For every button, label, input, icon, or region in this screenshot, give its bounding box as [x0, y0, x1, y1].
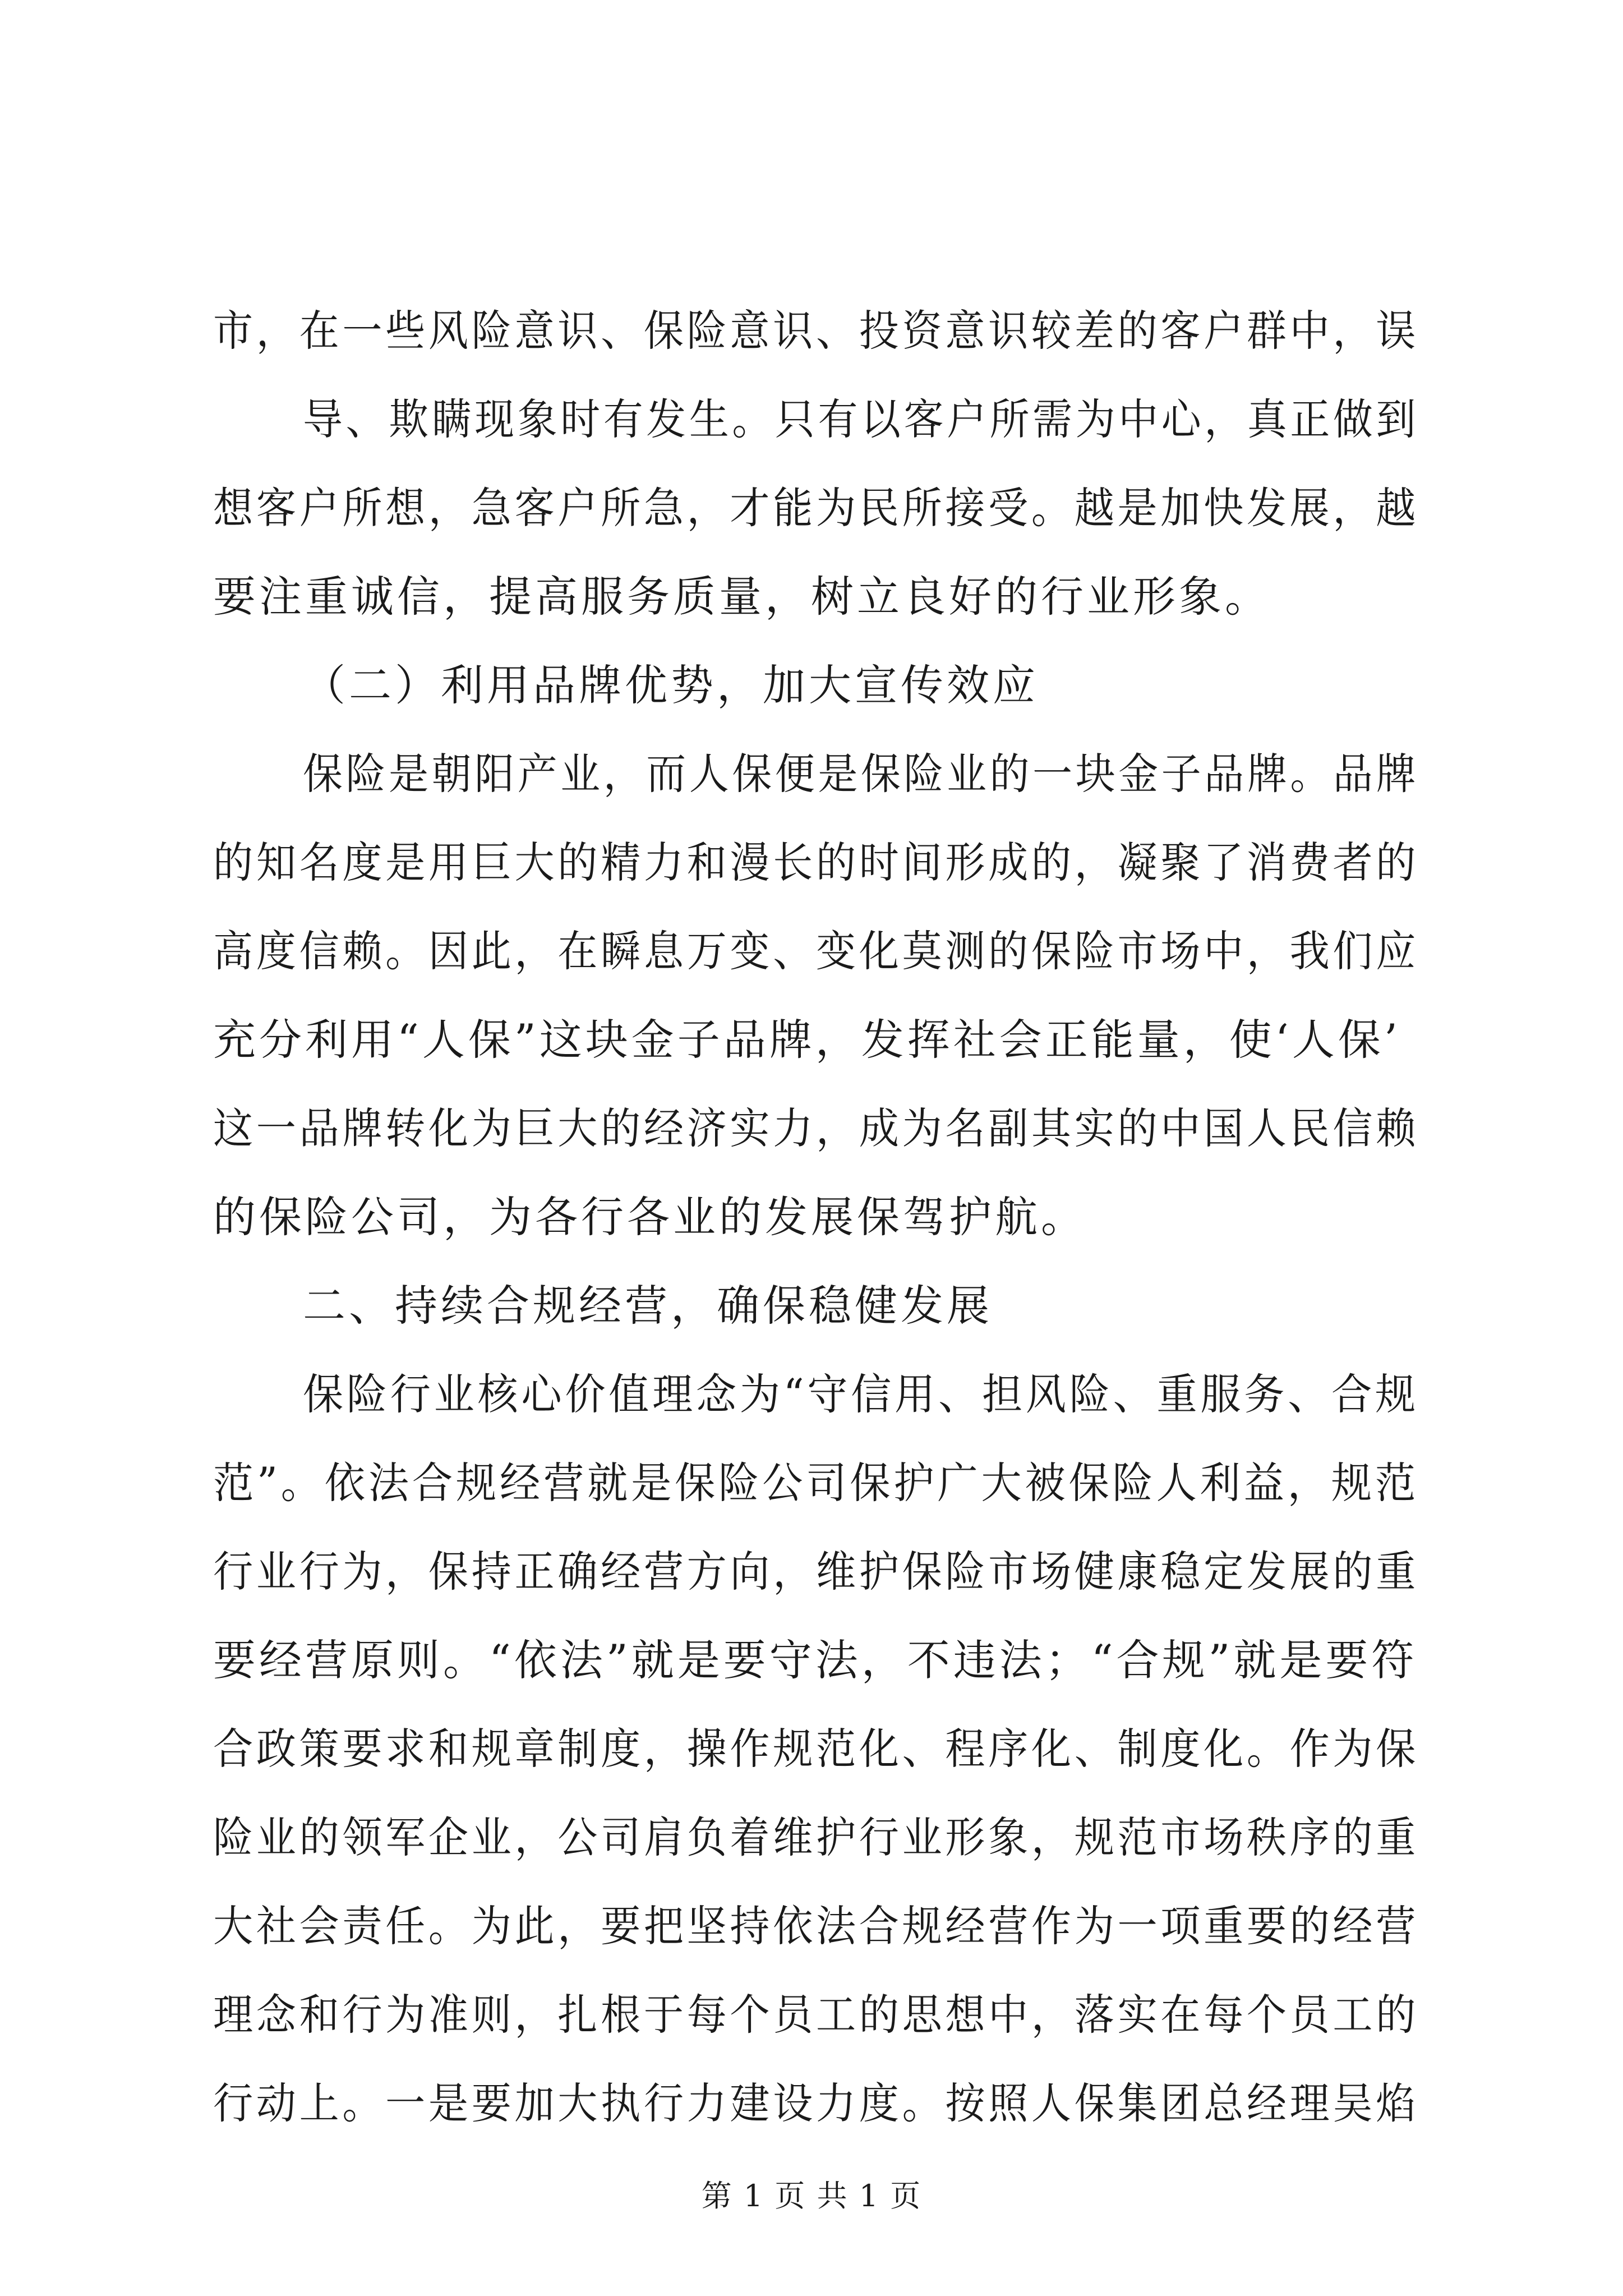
text-line-6: 保险是朝阳产业，而人保便是保险业的一块金子品牌。品牌 — [303, 749, 1419, 799]
section-heading-two: 二、持续合规经营，确保稳健发展 — [303, 1281, 993, 1331]
text-line-8: 高度信赖。因此，在瞬息万变、变化莫测的保险市场中，我们应 — [213, 926, 1419, 976]
text-line-18: 险业的领军企业，公司肩负着维护行业形象，规范市场秩序的重 — [213, 1812, 1419, 1862]
page-footer: 第 1 页 共 1 页 — [701, 2178, 922, 2214]
text-line-16: 要经营原则。“依法”就是要守法，不违法；“合规”就是要符 — [213, 1635, 1418, 1685]
text-line-14: 范”。依法合规经营就是保险公司保护广大被保险人利益，规范 — [213, 1458, 1419, 1508]
text-line-2: 导、欺瞒现象时有发生。只有以客户所需为中心，真正做到 — [303, 394, 1419, 444]
text-line-13: 保险行业核心价值理念为“守信用、担风险、重服务、合规 — [303, 1369, 1419, 1419]
text-line-17: 合政策要求和规章制度，操作规范化、程序化、制度化。作为保 — [213, 1724, 1419, 1774]
text-line-10: 这一品牌转化为巨大的经济实力，成为名副其实的中国人民信赖 — [213, 1103, 1419, 1153]
text-line-11: 的保险公司，为各行各业的发展保驾护航。 — [213, 1192, 1087, 1242]
text-line-20: 理念和行为准则，扎根于每个员工的思想中，落实在每个员工的 — [213, 1990, 1419, 2040]
text-line-21: 行动上。一是要加大执行力建设力度。按照人保集团总经理吴焰 — [213, 2078, 1419, 2128]
section-heading-2: （二）利用品牌优势，加大宣传效应 — [303, 660, 1039, 710]
text-line-9: 充分利用“人保”这块金子品牌，发挥社会正能量，使‘人保’ — [213, 1015, 1401, 1065]
text-line-3: 想客户所想，急客户所急，才能为民所接受。越是加快发展，越 — [213, 483, 1419, 533]
text-line-1: 市，在一些风险意识、保险意识、投资意识较差的客户群中，误 — [213, 306, 1419, 356]
text-line-4: 要注重诚信，提高服务质量，树立良好的行业形象。 — [213, 572, 1271, 622]
text-line-19: 大社会责任。为此，要把坚持依法合规经营作为一项重要的经营 — [213, 1901, 1419, 1951]
text-line-7: 的知名度是用巨大的精力和漫长的时间形成的，凝聚了消费者的 — [213, 838, 1419, 887]
text-line-15: 行业行为，保持正确经营方向，维护保险市场健康稳定发展的重 — [213, 1547, 1419, 1596]
